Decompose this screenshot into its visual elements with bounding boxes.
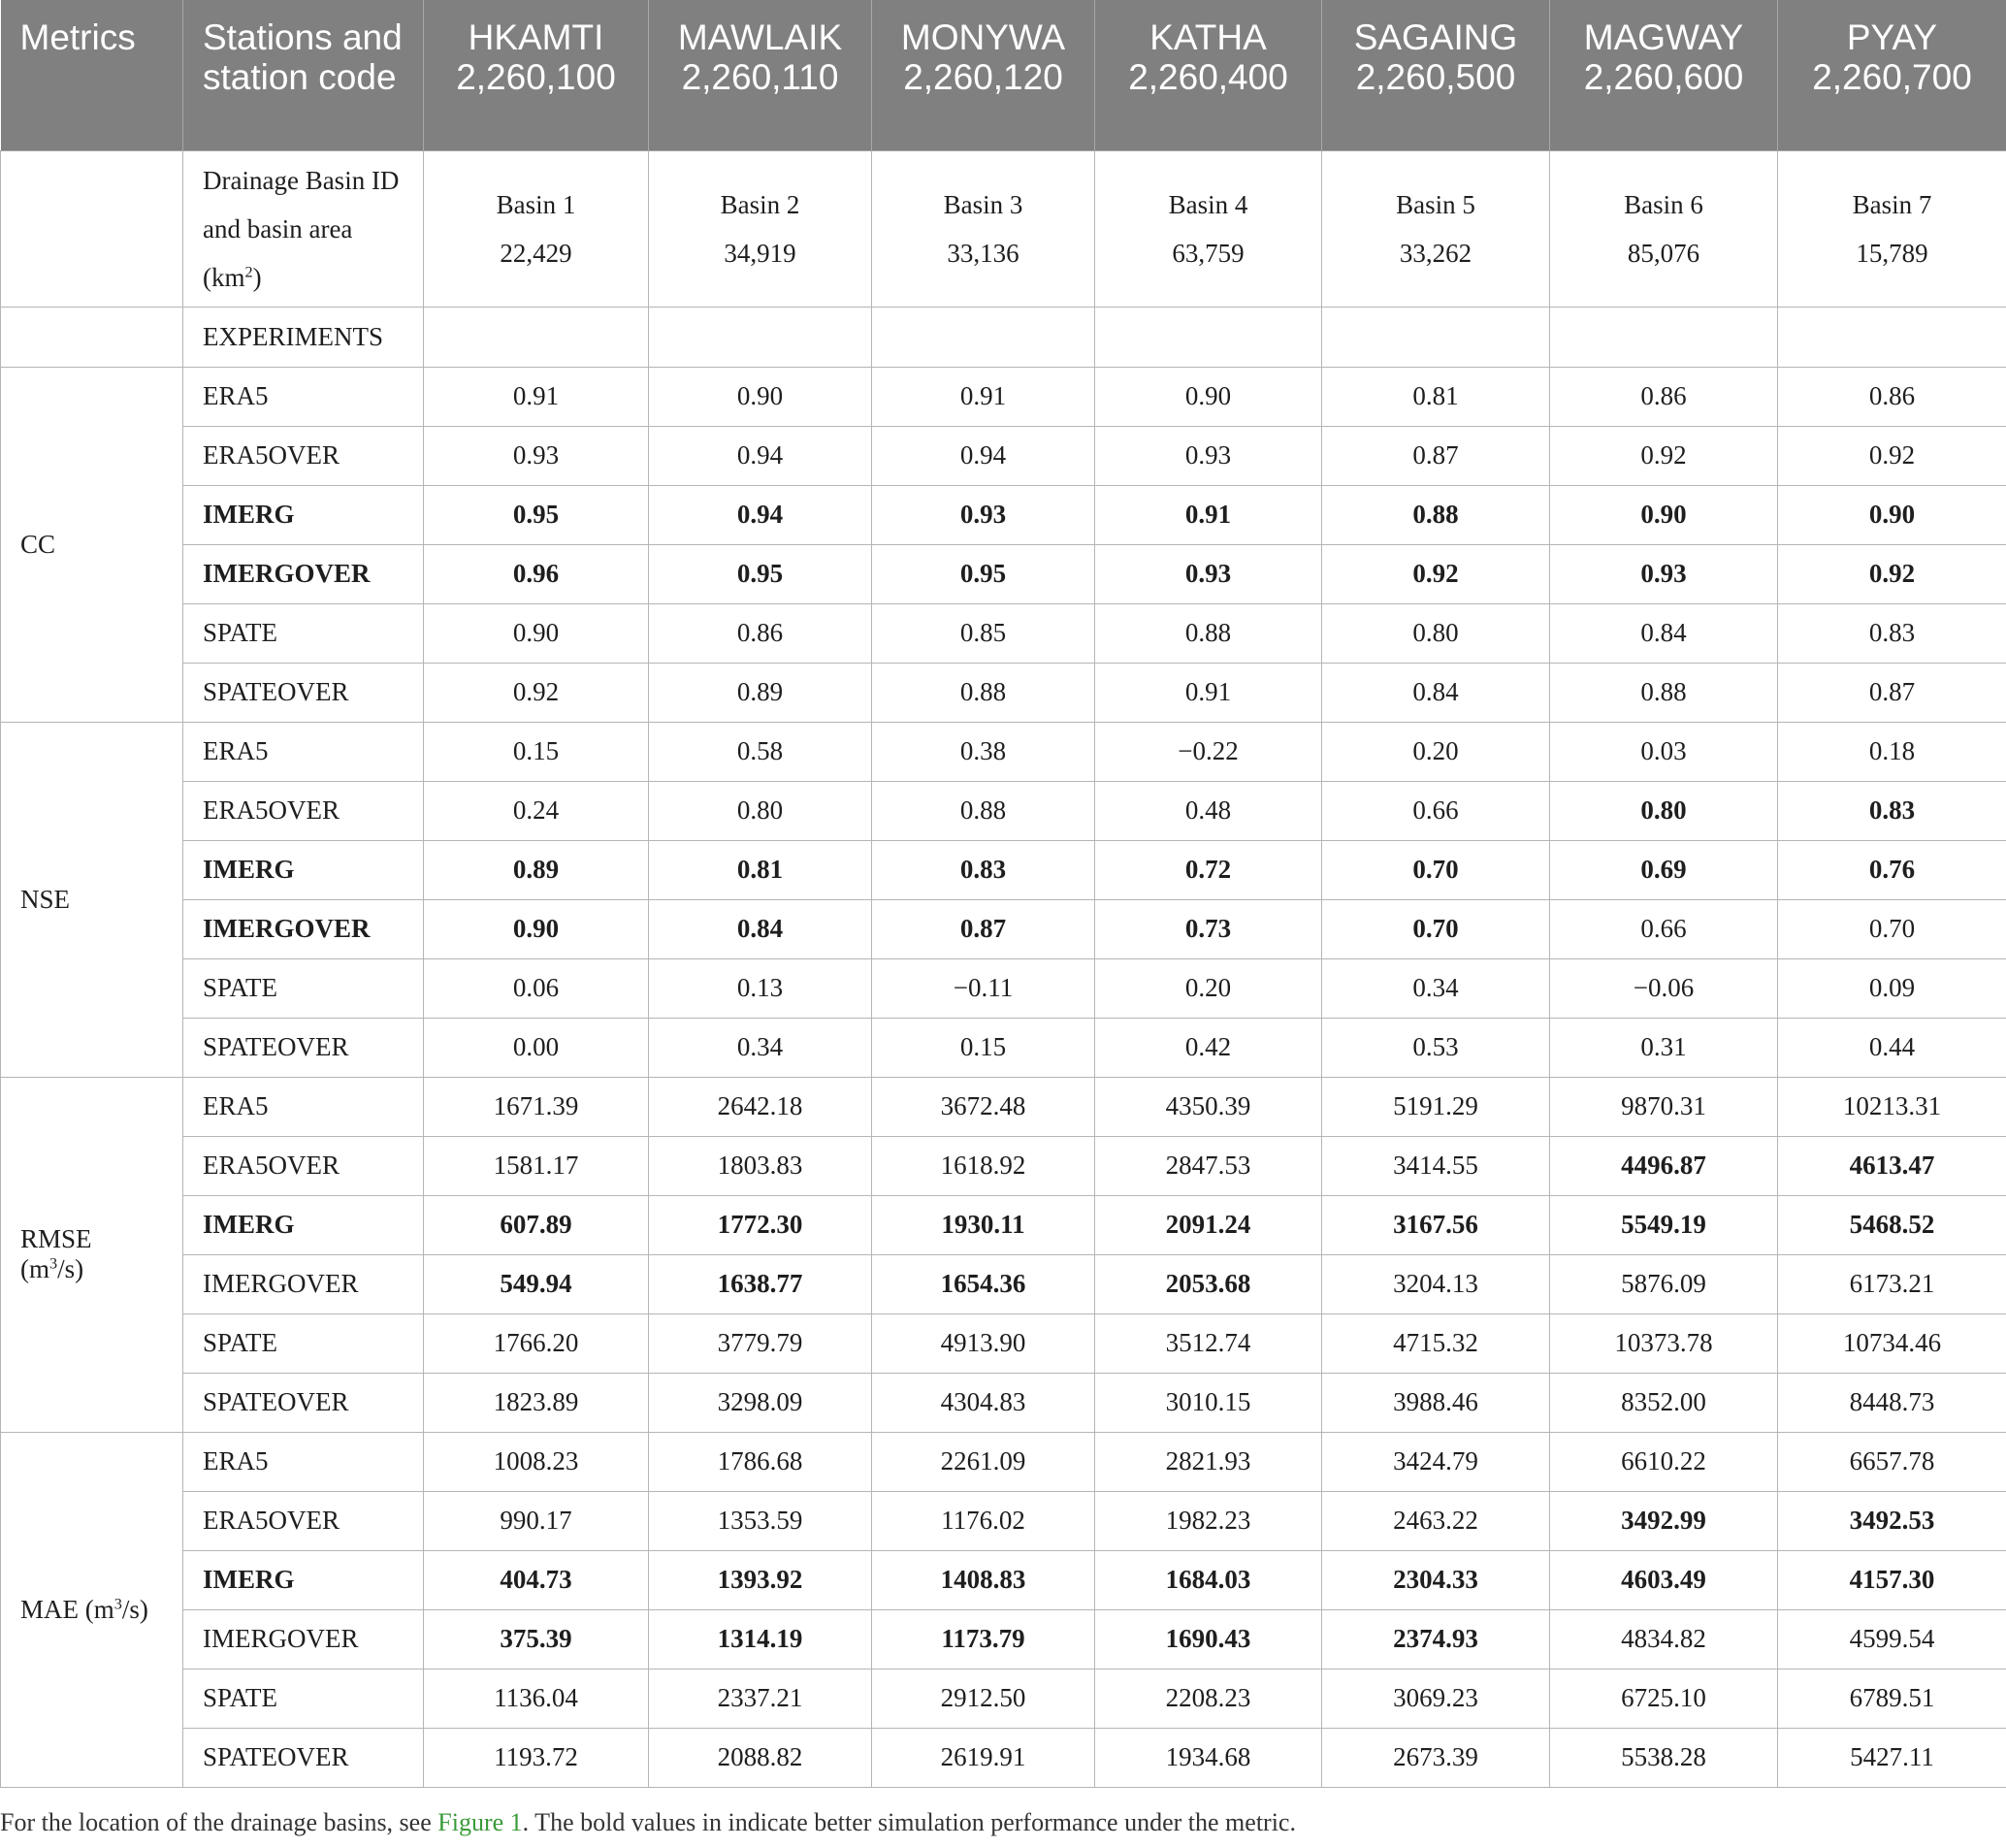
value-cell: 6173.21: [1778, 1254, 2006, 1313]
value-cell: 0.86: [649, 603, 872, 663]
metric-label: [1, 1077, 183, 1432]
table-row: [1, 663, 2006, 722]
value-cell: 2619.91: [872, 1728, 1095, 1787]
value-cell: 3988.46: [1322, 1373, 1550, 1432]
value-cell: 0.06: [424, 958, 649, 1018]
value-cell: 4304.83: [872, 1373, 1095, 1432]
value-cell: 0.00: [424, 1018, 649, 1077]
value-cell: 0.81: [649, 840, 872, 899]
basin-area: 34,919: [724, 238, 796, 268]
basin-id: Basin 6: [1624, 189, 1703, 219]
empty-cell: [1550, 307, 1778, 367]
value-cell: 0.96: [424, 544, 649, 603]
table-row: [1, 485, 2006, 544]
station-code: 2,260,120: [903, 57, 1063, 97]
value-cell: 6610.22: [1550, 1432, 1778, 1491]
basin-id: Basin 5: [1396, 189, 1475, 219]
header-station: [872, 0, 1095, 150]
empty-cell: [649, 307, 872, 367]
value-cell: 2642.18: [649, 1077, 872, 1136]
basin-label-sup: 2: [244, 262, 253, 280]
value-cell: 5538.28: [1550, 1728, 1778, 1787]
value-cell: 0.53: [1322, 1018, 1550, 1077]
table-row: [1, 1077, 2006, 1136]
value-cell: 5427.11: [1778, 1728, 2006, 1787]
basin-area: 63,759: [1172, 238, 1245, 268]
value-cell: 0.88: [872, 663, 1095, 722]
header-row: [1, 0, 2006, 150]
value-cell: 5468.52: [1778, 1195, 2006, 1254]
value-cell: 3298.09: [649, 1373, 872, 1432]
value-cell: 1786.68: [649, 1432, 872, 1491]
experiment-name: SPATE: [183, 1313, 424, 1373]
value-cell: 4715.32: [1322, 1313, 1550, 1373]
empty-cell: [1322, 307, 1550, 367]
table-row: [1, 840, 2006, 899]
table-row: [1, 958, 2006, 1018]
value-cell: 607.89: [424, 1195, 649, 1254]
value-cell: 0.92: [1550, 426, 1778, 485]
value-cell: 3672.48: [872, 1077, 1095, 1136]
value-cell: 2208.23: [1095, 1669, 1322, 1728]
header-station: [649, 0, 872, 150]
value-cell: 0.89: [424, 840, 649, 899]
metric-name: MAE (m: [20, 1594, 114, 1624]
value-cell: 5876.09: [1550, 1254, 1778, 1313]
value-cell: 4834.82: [1550, 1609, 1778, 1669]
experiment-name: ERA5OVER: [183, 1491, 424, 1550]
value-cell: 0.88: [1322, 485, 1550, 544]
value-cell: 0.85: [872, 603, 1095, 663]
value-cell: 0.95: [872, 544, 1095, 603]
value-cell: 0.20: [1322, 722, 1550, 781]
value-cell: 0.83: [872, 840, 1095, 899]
value-cell: 0.92: [1778, 544, 2006, 603]
value-cell: 0.93: [1095, 426, 1322, 485]
table-row: [1, 899, 2006, 958]
basin-label-text: Drainage Basin ID and basin area (km: [203, 165, 400, 292]
value-cell: 2463.22: [1322, 1491, 1550, 1550]
value-cell: 4599.54: [1778, 1609, 2006, 1669]
basin-area: 33,136: [947, 238, 1019, 268]
value-cell: 8352.00: [1550, 1373, 1778, 1432]
empty-cell: [1095, 307, 1322, 367]
value-cell: 0.18: [1778, 722, 2006, 781]
table-row: [1, 1313, 2006, 1373]
basin-label: [183, 150, 424, 307]
experiment-name: SPATE: [183, 603, 424, 663]
value-cell: 3779.79: [649, 1313, 872, 1373]
table-row: [1, 1432, 2006, 1491]
value-cell: 0.88: [1095, 603, 1322, 663]
value-cell: 0.31: [1550, 1018, 1778, 1077]
basin-id: Basin 7: [1852, 189, 1932, 219]
value-cell: 0.94: [649, 426, 872, 485]
experiment-name: ERA5: [183, 367, 424, 426]
value-cell: −0.11: [872, 958, 1095, 1018]
value-cell: 1193.72: [424, 1728, 649, 1787]
value-cell: 0.80: [649, 781, 872, 840]
value-cell: 4913.90: [872, 1313, 1095, 1373]
value-cell: 3167.56: [1322, 1195, 1550, 1254]
experiment-name: IMERG: [183, 1550, 424, 1609]
value-cell: 2821.93: [1095, 1432, 1322, 1491]
value-cell: 990.17: [424, 1491, 649, 1550]
header-metrics: Metrics: [1, 0, 183, 150]
metric-unit-end: /s): [121, 1594, 148, 1624]
empty-cell: [1778, 307, 2006, 367]
basin-id: Basin 4: [1168, 189, 1248, 219]
header-stations: Stations and station code: [183, 0, 424, 150]
value-cell: 0.92: [1778, 426, 2006, 485]
value-cell: 0.87: [1778, 663, 2006, 722]
value-cell: 0.66: [1322, 781, 1550, 840]
value-cell: 0.90: [1095, 367, 1322, 426]
station-name: SAGAING: [1353, 17, 1518, 57]
value-cell: 0.48: [1095, 781, 1322, 840]
value-cell: 0.93: [1550, 544, 1778, 603]
experiment-name: IMERGOVER: [183, 899, 424, 958]
table-row: [1, 1669, 2006, 1728]
value-cell: 4496.87: [1550, 1136, 1778, 1195]
value-cell: 0.90: [1778, 485, 2006, 544]
value-cell: 3492.53: [1778, 1491, 2006, 1550]
experiment-name: SPATEOVER: [183, 1728, 424, 1787]
value-cell: 1982.23: [1095, 1491, 1322, 1550]
value-cell: 3069.23: [1322, 1669, 1550, 1728]
value-cell: 375.39: [424, 1609, 649, 1669]
value-cell: 0.86: [1778, 367, 2006, 426]
value-cell: 0.90: [1550, 485, 1778, 544]
table-row: [1, 367, 2006, 426]
basin-area: 33,262: [1399, 238, 1472, 268]
basin-row: [1, 150, 2006, 307]
value-cell: 1581.17: [424, 1136, 649, 1195]
value-cell: 0.44: [1778, 1018, 2006, 1077]
value-cell: 1008.23: [424, 1432, 649, 1491]
experiment-name: SPATEOVER: [183, 1373, 424, 1432]
table-footnote: [0, 1808, 1296, 1837]
experiment-name: ERA5: [183, 1432, 424, 1491]
table-row: [1, 781, 2006, 840]
header-station: [424, 0, 649, 150]
table-row: [1, 1195, 2006, 1254]
value-cell: 3010.15: [1095, 1373, 1322, 1432]
table-row: [1, 1728, 2006, 1787]
value-cell: 8448.73: [1778, 1373, 2006, 1432]
value-cell: 0.90: [424, 899, 649, 958]
value-cell: 1353.59: [649, 1491, 872, 1550]
basin-cell: [1322, 150, 1550, 307]
table-row: [1, 1491, 2006, 1550]
station-code: 2,260,700: [1812, 57, 1972, 97]
value-cell: 2912.50: [872, 1669, 1095, 1728]
value-cell: 0.84: [1322, 663, 1550, 722]
experiment-name: ERA5OVER: [183, 426, 424, 485]
value-cell: 1408.83: [872, 1550, 1095, 1609]
value-cell: 0.83: [1778, 781, 2006, 840]
value-cell: 2053.68: [1095, 1254, 1322, 1313]
value-cell: 0.94: [872, 426, 1095, 485]
value-cell: 1176.02: [872, 1491, 1095, 1550]
basin-cell: [424, 150, 649, 307]
station-name: KATHA: [1149, 17, 1267, 57]
value-cell: 2673.39: [1322, 1728, 1550, 1787]
header-station: [1550, 0, 1778, 150]
value-cell: 0.95: [649, 544, 872, 603]
basin-id: Basin 1: [496, 189, 576, 219]
value-cell: 549.94: [424, 1254, 649, 1313]
value-cell: 0.95: [424, 485, 649, 544]
table-row: [1, 426, 2006, 485]
metric-unit: (m: [20, 1254, 49, 1283]
basin-label-end: ): [252, 262, 262, 292]
experiment-name: IMERGOVER: [183, 1254, 424, 1313]
table-row: [1, 1373, 2006, 1432]
value-cell: 0.73: [1095, 899, 1322, 958]
value-cell: 0.09: [1778, 958, 2006, 1018]
value-cell: 4613.47: [1778, 1136, 2006, 1195]
metric-label: [1, 367, 183, 722]
value-cell: 4157.30: [1778, 1550, 2006, 1609]
basin-cell: [872, 150, 1095, 307]
value-cell: 1618.92: [872, 1136, 1095, 1195]
value-cell: 0.15: [872, 1018, 1095, 1077]
value-cell: 0.92: [424, 663, 649, 722]
value-cell: 0.80: [1550, 781, 1778, 840]
experiment-name: ERA5: [183, 1077, 424, 1136]
metric-name: RMSE: [20, 1224, 92, 1253]
empty-cell: [872, 307, 1095, 367]
metric-label: [1, 722, 183, 1077]
value-cell: 0.84: [649, 899, 872, 958]
experiment-name: IMERG: [183, 1195, 424, 1254]
empty-cell: [424, 307, 649, 367]
value-cell: 10213.31: [1778, 1077, 2006, 1136]
value-cell: 0.70: [1322, 840, 1550, 899]
value-cell: 0.88: [872, 781, 1095, 840]
value-cell: 0.92: [1322, 544, 1550, 603]
value-cell: 0.90: [424, 603, 649, 663]
metric-unit-end: /s): [57, 1254, 84, 1283]
station-code: 2,260,100: [456, 57, 616, 97]
station-name: PYAY: [1846, 17, 1938, 57]
value-cell: 0.24: [424, 781, 649, 840]
value-cell: 0.70: [1778, 899, 2006, 958]
value-cell: 0.03: [1550, 722, 1778, 781]
value-cell: 4350.39: [1095, 1077, 1322, 1136]
experiment-name: ERA5: [183, 722, 424, 781]
value-cell: 1930.11: [872, 1195, 1095, 1254]
station-name: MAWLAIK: [677, 17, 843, 57]
value-cell: 1654.36: [872, 1254, 1095, 1313]
table-row: [1, 1550, 2006, 1609]
experiment-name: SPATEOVER: [183, 1018, 424, 1077]
value-cell: −0.22: [1095, 722, 1322, 781]
value-cell: 1638.77: [649, 1254, 872, 1313]
value-cell: 1671.39: [424, 1077, 649, 1136]
station-name: MAGWAY: [1583, 17, 1744, 57]
value-cell: 3414.55: [1322, 1136, 1550, 1195]
value-cell: 0.69: [1550, 840, 1778, 899]
value-cell: 0.66: [1550, 899, 1778, 958]
value-cell: 2847.53: [1095, 1136, 1322, 1195]
experiments-row: [1, 307, 2006, 367]
value-cell: 2088.82: [649, 1728, 872, 1787]
value-cell: 0.91: [1095, 663, 1322, 722]
experiment-name: ERA5OVER: [183, 781, 424, 840]
value-cell: 5549.19: [1550, 1195, 1778, 1254]
value-cell: 1934.68: [1095, 1728, 1322, 1787]
station-name: HKAMTI: [468, 17, 604, 57]
experiment-name: ERA5OVER: [183, 1136, 424, 1195]
footnote-pre: For the location of the drainage basins, see: [0, 1808, 438, 1836]
value-cell: 0.81: [1322, 367, 1550, 426]
value-cell: −0.06: [1550, 958, 1778, 1018]
value-cell: 0.84: [1550, 603, 1778, 663]
basin-area: 22,429: [500, 238, 572, 268]
experiment-name: SPATE: [183, 1669, 424, 1728]
value-cell: 0.38: [872, 722, 1095, 781]
value-cell: 0.94: [649, 485, 872, 544]
metric-name: CC: [20, 529, 56, 559]
value-cell: 0.86: [1550, 367, 1778, 426]
experiments-label: EXPERIMENTS: [183, 307, 424, 367]
basin-cell: [1550, 150, 1778, 307]
value-cell: 1690.43: [1095, 1609, 1322, 1669]
value-cell: 5191.29: [1322, 1077, 1550, 1136]
basin-cell: [1095, 150, 1322, 307]
experiment-name: IMERGOVER: [183, 1609, 424, 1669]
value-cell: 0.34: [1322, 958, 1550, 1018]
table-row: [1, 603, 2006, 663]
basin-area: 15,789: [1856, 238, 1928, 268]
table-body: [1, 150, 2006, 1787]
value-cell: 0.89: [649, 663, 872, 722]
value-cell: 0.58: [649, 722, 872, 781]
experiment-name: IMERG: [183, 485, 424, 544]
value-cell: 0.91: [872, 367, 1095, 426]
value-cell: 6789.51: [1778, 1669, 2006, 1728]
value-cell: 0.87: [872, 899, 1095, 958]
table-row: [1, 1254, 2006, 1313]
basin-area: 85,076: [1627, 238, 1700, 268]
value-cell: 1766.20: [424, 1313, 649, 1373]
value-cell: 2304.33: [1322, 1550, 1550, 1609]
value-cell: 9870.31: [1550, 1077, 1778, 1136]
value-cell: 1314.19: [649, 1609, 872, 1669]
station-code: 2,260,500: [1355, 57, 1516, 97]
table-row: [1, 722, 2006, 781]
value-cell: 6657.78: [1778, 1432, 2006, 1491]
table-row: [1, 1609, 2006, 1669]
value-cell: 10373.78: [1550, 1313, 1778, 1373]
table-row: [1, 1136, 2006, 1195]
value-cell: 0.93: [872, 485, 1095, 544]
value-cell: 1823.89: [424, 1373, 649, 1432]
basin-cell: [649, 150, 872, 307]
header-station: [1778, 0, 2006, 150]
basin-cell: [1778, 150, 2006, 307]
value-cell: 0.91: [424, 367, 649, 426]
value-cell: 0.70: [1322, 899, 1550, 958]
header-station: [1322, 0, 1550, 150]
value-cell: 3512.74: [1095, 1313, 1322, 1373]
metric-name: NSE: [20, 884, 71, 914]
experiment-name: IMERG: [183, 840, 424, 899]
value-cell: 0.88: [1550, 663, 1778, 722]
value-cell: 0.34: [649, 1018, 872, 1077]
basin-id: Basin 2: [720, 189, 800, 219]
value-cell: 0.13: [649, 958, 872, 1018]
value-cell: 0.90: [649, 367, 872, 426]
value-cell: 0.20: [1095, 958, 1322, 1018]
figure-link[interactable]: Figure 1: [437, 1808, 523, 1836]
value-cell: 0.91: [1095, 485, 1322, 544]
value-cell: 2091.24: [1095, 1195, 1322, 1254]
value-cell: 0.87: [1322, 426, 1550, 485]
value-cell: 0.72: [1095, 840, 1322, 899]
metric-unit-sup: 3: [49, 1254, 58, 1273]
footnote-post: . The bold values in indicate better simulation performance under the metric.: [522, 1808, 1296, 1836]
value-cell: 404.73: [424, 1550, 649, 1609]
value-cell: 3492.99: [1550, 1491, 1778, 1550]
basin-id: Basin 3: [943, 189, 1023, 219]
metric-label: [1, 1432, 183, 1787]
value-cell: 0.15: [424, 722, 649, 781]
header-station: [1095, 0, 1322, 150]
value-cell: 1803.83: [649, 1136, 872, 1195]
empty-cell: [1, 307, 183, 367]
value-cell: 1173.79: [872, 1609, 1095, 1669]
value-cell: 0.42: [1095, 1018, 1322, 1077]
value-cell: 2374.93: [1322, 1609, 1550, 1669]
value-cell: 3204.13: [1322, 1254, 1550, 1313]
experiment-name: SPATEOVER: [183, 663, 424, 722]
value-cell: 1684.03: [1095, 1550, 1322, 1609]
value-cell: 0.93: [1095, 544, 1322, 603]
value-cell: 0.80: [1322, 603, 1550, 663]
value-cell: 6725.10: [1550, 1669, 1778, 1728]
station-name: MONYWA: [900, 17, 1066, 57]
value-cell: 0.76: [1778, 840, 2006, 899]
value-cell: 3424.79: [1322, 1432, 1550, 1491]
table-row: [1, 544, 2006, 603]
value-cell: 10734.46: [1778, 1313, 2006, 1373]
experiment-name: SPATE: [183, 958, 424, 1018]
value-cell: 2337.21: [649, 1669, 872, 1728]
value-cell: 0.83: [1778, 603, 2006, 663]
value-cell: 4603.49: [1550, 1550, 1778, 1609]
value-cell: 1772.30: [649, 1195, 872, 1254]
value-cell: 1393.92: [649, 1550, 872, 1609]
value-cell: 0.93: [424, 426, 649, 485]
table-row: [1, 1018, 2006, 1077]
station-code: 2,260,400: [1128, 57, 1288, 97]
station-code: 2,260,600: [1583, 57, 1744, 97]
value-cell: 1136.04: [424, 1669, 649, 1728]
experiment-name: IMERGOVER: [183, 544, 424, 603]
empty-cell: [1, 150, 183, 307]
station-code: 2,260,110: [681, 57, 839, 97]
value-cell: 2261.09: [872, 1432, 1095, 1491]
metric-unit-sup: 3: [113, 1594, 122, 1612]
